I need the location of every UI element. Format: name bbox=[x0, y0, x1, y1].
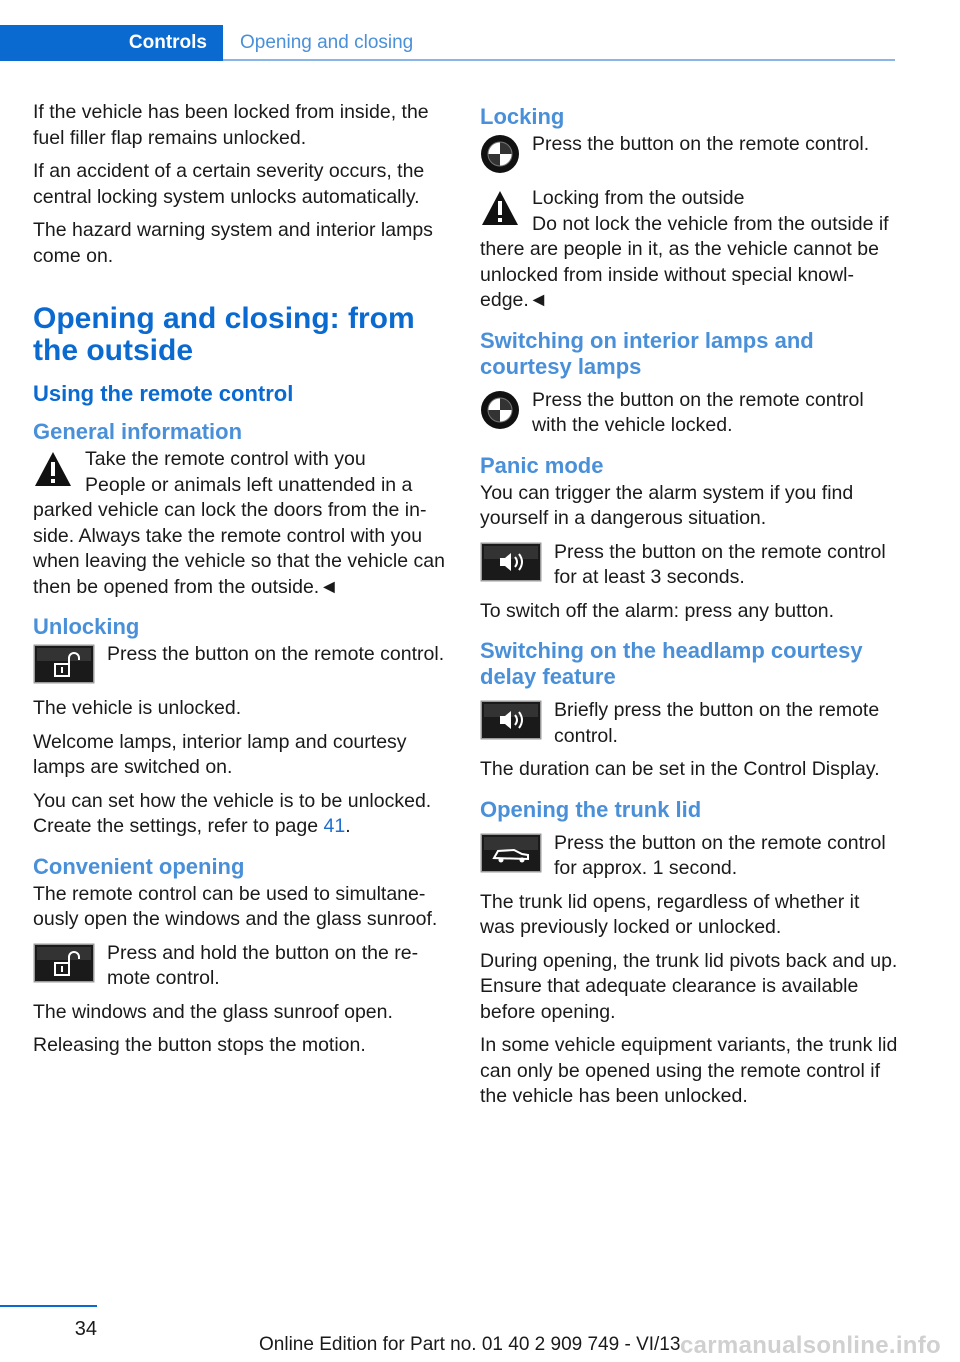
bmw-logo-button-icon bbox=[480, 390, 520, 430]
instruction-block bbox=[33, 941, 448, 992]
instruction-block bbox=[480, 698, 898, 749]
paragraph: During opening, the trunk lid pivots back and up. Ensure that adequate clearance is available before opening. bbox=[480, 949, 898, 1023]
header-divider bbox=[223, 59, 895, 61]
paragraph: The remote control can be used to simultaneously open the windows and the glass sunroof. bbox=[33, 882, 438, 930]
bmw-logo-button-icon bbox=[480, 134, 520, 174]
subsection-heading: Switching on interior lamps and courtesy lamps bbox=[480, 327, 814, 379]
paragraph: The vehicle is unlocked. bbox=[33, 697, 242, 719]
chapter-title: Opening and closing: from the outside bbox=[33, 302, 415, 367]
instruction-text: Briefly press the button on the remote control. bbox=[554, 699, 880, 747]
right-column bbox=[480, 100, 898, 1118]
paragraph-end: . bbox=[345, 815, 351, 837]
paragraph: The windows and the glass sunroof open. bbox=[33, 1000, 393, 1023]
instruction-text: Press the button on the remote control. bbox=[107, 643, 445, 665]
instruction-text: Press the button on the remote control with the vehicle locked. bbox=[532, 388, 864, 436]
edition-text: Online Edition for Part no. 01 40 2 909 749 - VI/13 bbox=[259, 1334, 681, 1355]
watermark: carmanualsonline.info bbox=[680, 1332, 942, 1359]
warning-body: People or animals left unattended in a parked vehicle can lock the doors from the inside. Always take the remote control with you when leaving the vehicle so that the vehicle can then be opened from the outside.◄ bbox=[33, 473, 445, 598]
section-tab-opening-closing[interactable]: Opening and closing bbox=[240, 32, 414, 53]
warning-title: Locking from the outside bbox=[532, 187, 745, 209]
paragraph: Welcome lamps, interior lamp and courtesy lamps are switched on. bbox=[33, 730, 407, 778]
unlock-button-icon bbox=[33, 943, 95, 983]
paragraph: In some vehicle equipment variants, the trunk lid can only be opened using the remote control if the vehicle has been unlocked. bbox=[480, 1034, 898, 1107]
warning-icon bbox=[33, 449, 73, 489]
instruction-text: Press and hold the button on the remote control. bbox=[107, 941, 419, 989]
subsection-heading: Panic mode bbox=[480, 452, 604, 478]
warning-icon bbox=[480, 188, 520, 228]
paragraph-text: You can set how the vehicle is to be unlocked. Create the settings, refer to page bbox=[33, 789, 432, 837]
paragraph: The hazard warning system and interior lamps come on. bbox=[33, 219, 433, 267]
subsection-heading: Locking bbox=[480, 104, 565, 129]
instruction-text: Press the button on the remote control for at least 3 seconds. bbox=[554, 540, 886, 588]
speaker-button-icon bbox=[480, 700, 542, 740]
trunk-button-icon bbox=[480, 833, 542, 873]
instruction-text: Press the button on the remote control for approx. 1 second. bbox=[554, 831, 886, 879]
page-reference-link[interactable]: 41 bbox=[323, 815, 346, 837]
subsection-heading: Switching on the headlamp courtesy delay feature bbox=[480, 638, 863, 689]
warning-body: Do not lock the vehicle from the outside if there are people in it, as the vehicle cannot be unlocked from inside without special knowledge.◄ bbox=[480, 212, 889, 311]
section-tab-controls[interactable]: Controls bbox=[0, 25, 223, 61]
subsection-heading: General information bbox=[33, 419, 243, 444]
paragraph bbox=[33, 789, 448, 840]
speaker-button-icon bbox=[480, 542, 542, 582]
unlock-button-icon bbox=[33, 644, 95, 684]
warning-block bbox=[480, 186, 898, 314]
paragraph: You can trigger the alarm system if you find yourself in a dangerous situation. bbox=[480, 481, 854, 529]
page-header bbox=[0, 25, 895, 61]
subsection-heading: Unlocking bbox=[33, 614, 140, 639]
instruction-block bbox=[33, 642, 448, 688]
warning-block bbox=[33, 447, 448, 600]
instruction-block bbox=[480, 831, 898, 882]
instruction-block bbox=[480, 388, 898, 439]
footer-divider bbox=[0, 1305, 97, 1307]
instruction-text: Press the button on the remote control. bbox=[532, 133, 870, 155]
paragraph: The duration can be set in the Control Display. bbox=[480, 758, 880, 780]
subsection-heading: Opening the trunk lid bbox=[480, 796, 702, 822]
paragraph: To switch off the alarm: press any button. bbox=[480, 599, 835, 622]
paragraph: If an accident of a certain severity occurs, the central locking system unlocks automatically. bbox=[33, 160, 425, 208]
subsection-heading: Convenient opening bbox=[33, 853, 245, 879]
page-number: 34 bbox=[74, 1318, 97, 1340]
section-heading: Using the remote control bbox=[33, 381, 294, 406]
paragraph: The trunk lid opens, regardless of whether it was previously locked or unlocked. bbox=[480, 890, 860, 938]
paragraph: If the vehicle has been locked from inside, the fuel filler flap remains unlocked. bbox=[33, 101, 429, 149]
instruction-block bbox=[480, 540, 898, 591]
warning-title: Take the remote control with you bbox=[85, 448, 366, 470]
instruction-block bbox=[480, 132, 898, 178]
left-column bbox=[33, 100, 448, 1067]
paragraph: Releasing the button stops the motion. bbox=[33, 1034, 366, 1056]
